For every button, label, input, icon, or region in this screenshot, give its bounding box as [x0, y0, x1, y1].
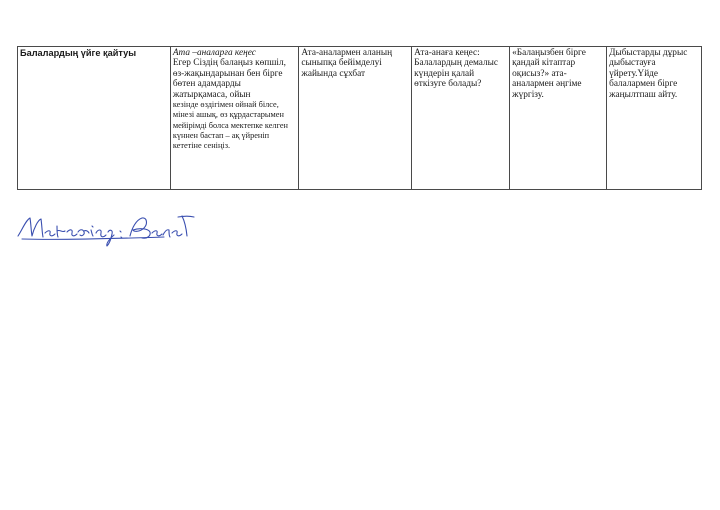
table-cell-sounds: [607, 47, 702, 190]
books-talk-text: «Балаңызбен бірге қандай кітаптар оқисыз?» ата-аналармен әңгіме жүргізу.: [512, 48, 586, 100]
table-cell-weekend-advice: [412, 47, 510, 190]
handwritten-signature: [14, 206, 196, 248]
table-cell-conversation: [299, 47, 412, 190]
table-cell-activity: [18, 47, 171, 190]
sounds-text: Дыбыстарды дұрыс дыбыстауға үйрету.Үйде балалармен бірге жаңылтпаш айту.: [609, 48, 688, 100]
conversation-text: Ата-аналармен аланың сыныпқа бейімделуі жайында сұхбат: [301, 48, 393, 79]
parent-advice-heading: Ата –аналарға кеңес: [172, 48, 256, 58]
parent-advice-text: Егер Сіздің балаңыз көпшіл, өз-жақындарынан бен бірге бөтен адамдарды жатырқамаса, ойын: [172, 58, 286, 100]
weekend-advice-text: Ата-анаға кеңес: Балалардың демалыс күндерін қалай өткізуге болады?: [414, 48, 499, 90]
parent-advice-text-continued: кезінде өздігімен ойнай білсе, мінезі ашық, өз құрдастарымен мейірімді болса мектепке келген күннен бастап – ақ үйреніп кететіне сеніңіз.: [172, 100, 288, 151]
activity-heading: Балалардың үйге қайтуы: [20, 48, 137, 58]
table-cell-books-talk: [510, 47, 607, 190]
table-cell-parent-advice: [170, 47, 299, 190]
table-row: [18, 47, 702, 190]
plan-table: [17, 46, 702, 190]
